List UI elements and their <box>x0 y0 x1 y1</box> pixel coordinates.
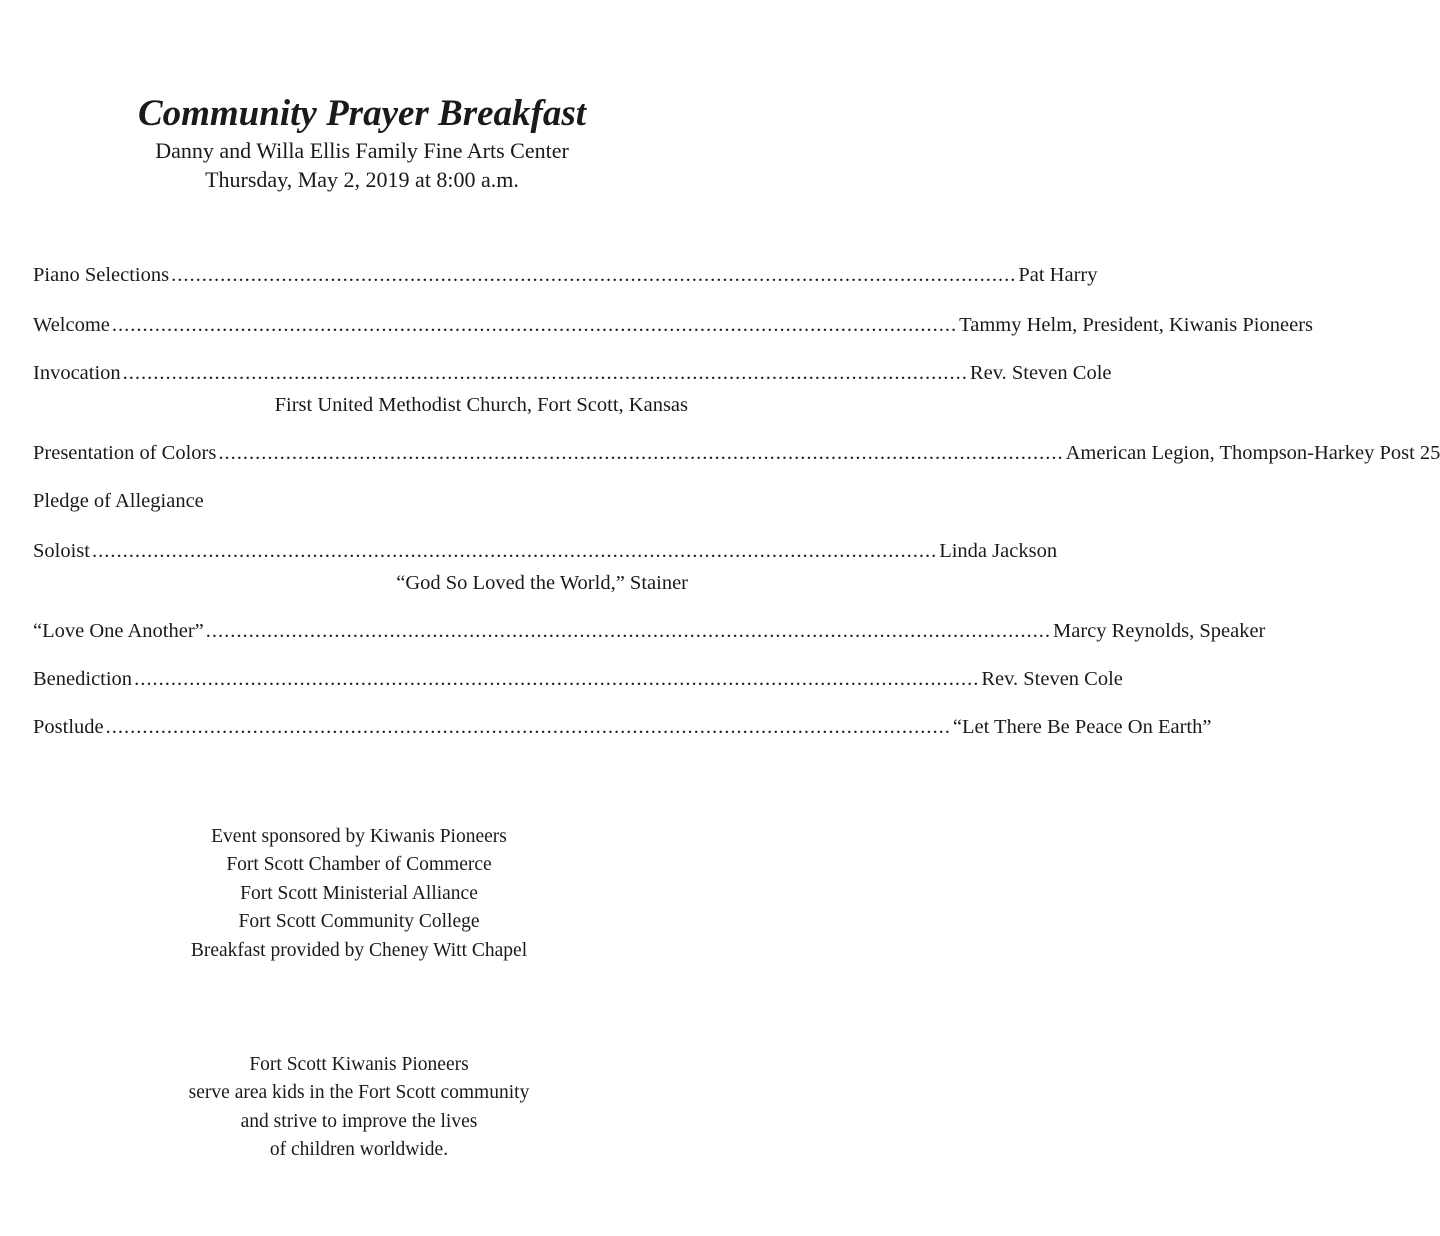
program-item-subline: “God So Loved the World,” Stainer <box>396 572 688 594</box>
program-item-value: Pat Harry <box>1018 264 1098 286</box>
sponsor-line: Fort Scott Ministerial Alliance <box>240 882 478 904</box>
program-item-subline: First United Methodist Church, Fort Scott, Kansas <box>274 394 688 416</box>
program-item-label: Piano Selections <box>33 264 170 286</box>
dot-leader: .......................................................................................................................................... <box>91 540 938 562</box>
program-item-benediction <box>33 665 1123 693</box>
program-item-value: Rev. Steven Cole <box>969 362 1112 384</box>
program-item-value: Linda Jackson <box>939 540 1058 562</box>
program-item-label: Pledge of Allegiance <box>33 490 204 512</box>
program-item-postlude <box>33 713 1212 741</box>
program-item-value: Marcy Reynolds, Speaker <box>1053 620 1266 642</box>
mission-line: Fort Scott Kiwanis Pioneers <box>249 1054 469 1075</box>
program-item-label: Benediction <box>33 668 133 690</box>
program-item-label: Invocation <box>33 362 121 384</box>
program-item-label: Soloist <box>33 540 90 562</box>
program-item-label: Welcome <box>33 314 110 336</box>
event-venue: Danny and Willa Ellis Family Fine Arts Center <box>155 138 569 163</box>
program-item-invocation <box>33 359 1112 387</box>
program-item-value: Rev. Steven Cole <box>981 668 1123 690</box>
program-item-pledge <box>33 487 687 515</box>
event-header <box>0 92 724 194</box>
dot-leader: .......................................................................................................................................... <box>134 668 980 690</box>
mission-line: serve area kids in the Fort Scott community <box>188 1082 530 1104</box>
sponsor-line: Fort Scott Chamber of Commerce <box>226 854 492 876</box>
program-item-soloist <box>33 537 1058 565</box>
mission-line: of children worldwide. <box>269 1139 449 1161</box>
event-title: Community Prayer Breakfast <box>137 93 587 134</box>
sponsors-block <box>0 823 718 965</box>
dot-leader: .......................................................................................................................................... <box>171 264 1017 286</box>
program-item-presentation-of-colors <box>33 439 1440 467</box>
program-item-value: “Let There Be Peace On Earth” <box>952 716 1212 738</box>
program-item-label: “Love One Another” <box>33 620 204 642</box>
mission-line: and strive to improve the lives <box>240 1110 478 1132</box>
dot-leader: .......................................................................................................................................... <box>105 716 951 738</box>
program-item-welcome <box>33 311 1314 339</box>
program-item-label: Presentation of Colors <box>33 442 217 464</box>
program-item-value: American Legion, Thompson-Harkey Post 25 <box>1065 442 1440 464</box>
sponsor-line: Breakfast provided by Cheney Witt Chapel <box>190 939 528 961</box>
dot-leader: .......................................................................................................................................... <box>205 620 1052 642</box>
program-item-love-one-another <box>33 617 1266 645</box>
program-item-value: Tammy Helm, President, Kiwanis Pioneers <box>959 314 1314 336</box>
program-item-label: Postlude <box>33 716 104 738</box>
sponsor-line: Fort Scott Community College <box>238 911 480 933</box>
program-item-piano-selections <box>33 261 1098 289</box>
dot-leader: .......................................................................................................................................... <box>218 442 1064 464</box>
sponsor-line: Event sponsored by Kiwanis Pioneers <box>211 826 507 847</box>
dot-leader: .......................................................................................................................................... <box>111 314 958 336</box>
event-datetime: Thursday, May 2, 2019 at 8:00 a.m. <box>205 167 519 192</box>
dot-leader: .......................................................................................................................................... <box>122 362 968 384</box>
mission-block <box>0 1051 718 1165</box>
